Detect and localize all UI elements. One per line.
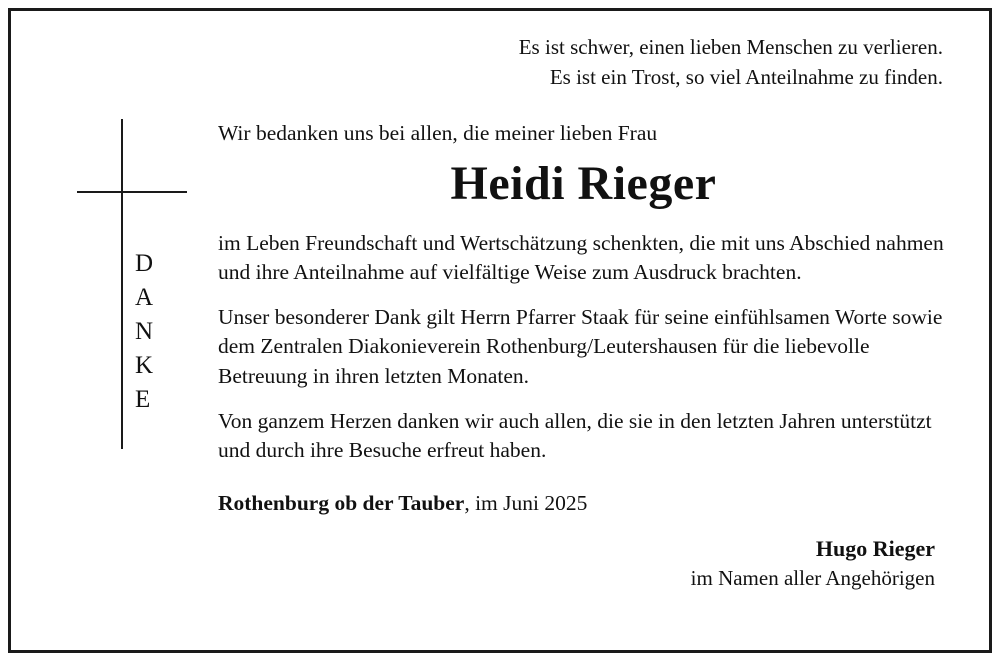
place-name: Rothenburg ob der Tauber: [218, 491, 465, 516]
cross-horizontal-bar: [77, 191, 187, 193]
body-area: [43, 119, 957, 593]
cross-icon: [43, 119, 218, 479]
card-content: [11, 11, 989, 650]
opening-verse: [43, 25, 957, 93]
text-column: [218, 119, 957, 593]
date-text: , im Juni 2025: [464, 491, 588, 516]
paragraph-2: Unser besonderer Dank gilt Herrn Pfarrer Staak für seine einfühlsamen Worte sowie dem Zentralen Diakonieverein Rothenburg/Leutershausen für die liebevolle Betreuung in ihren letzten Monaten.: [218, 305, 943, 388]
verse-line-1: Es ist schwer, einen lieben Menschen zu verlieren.: [518, 35, 943, 59]
place-and-date: [218, 491, 949, 516]
cross-vertical-bar: [121, 119, 123, 449]
signatory-subtitle: im Namen aller Angehörigen: [690, 565, 935, 590]
danke-letter-a: A: [135, 283, 155, 311]
paragraph-1: im Leben Freundschaft und Wertschätzung schenkten, die mit uns Abschied nahmen und ihre Anteilnahme auf vielfältige Weise zum Ausdruck brachten.: [218, 230, 944, 284]
paragraph-3: Von ganzem Herzen danken wir auch allen, die sie in den letzten Jahren unterstützt und durch ihre Besuche erfreut haben.: [218, 408, 932, 463]
danke-letter-n: N: [135, 317, 155, 345]
danke-letter-e: E: [135, 385, 152, 413]
danke-vertical-text: [135, 247, 154, 417]
danke-letter-d: D: [135, 249, 155, 277]
signatory-name: Hugo Rieger: [815, 536, 935, 562]
deceased-name: Heidi Rieger: [450, 156, 717, 210]
lead-paragraph: Wir bedanken uns bei allen, die meiner lieben Frau: [218, 120, 658, 145]
signature-block: [218, 534, 949, 592]
cross-column: [43, 119, 218, 593]
verse-line-2: Es ist ein Trost, so viel Anteilnahme zu finden.: [549, 64, 943, 89]
danke-letter-k: K: [135, 351, 155, 379]
